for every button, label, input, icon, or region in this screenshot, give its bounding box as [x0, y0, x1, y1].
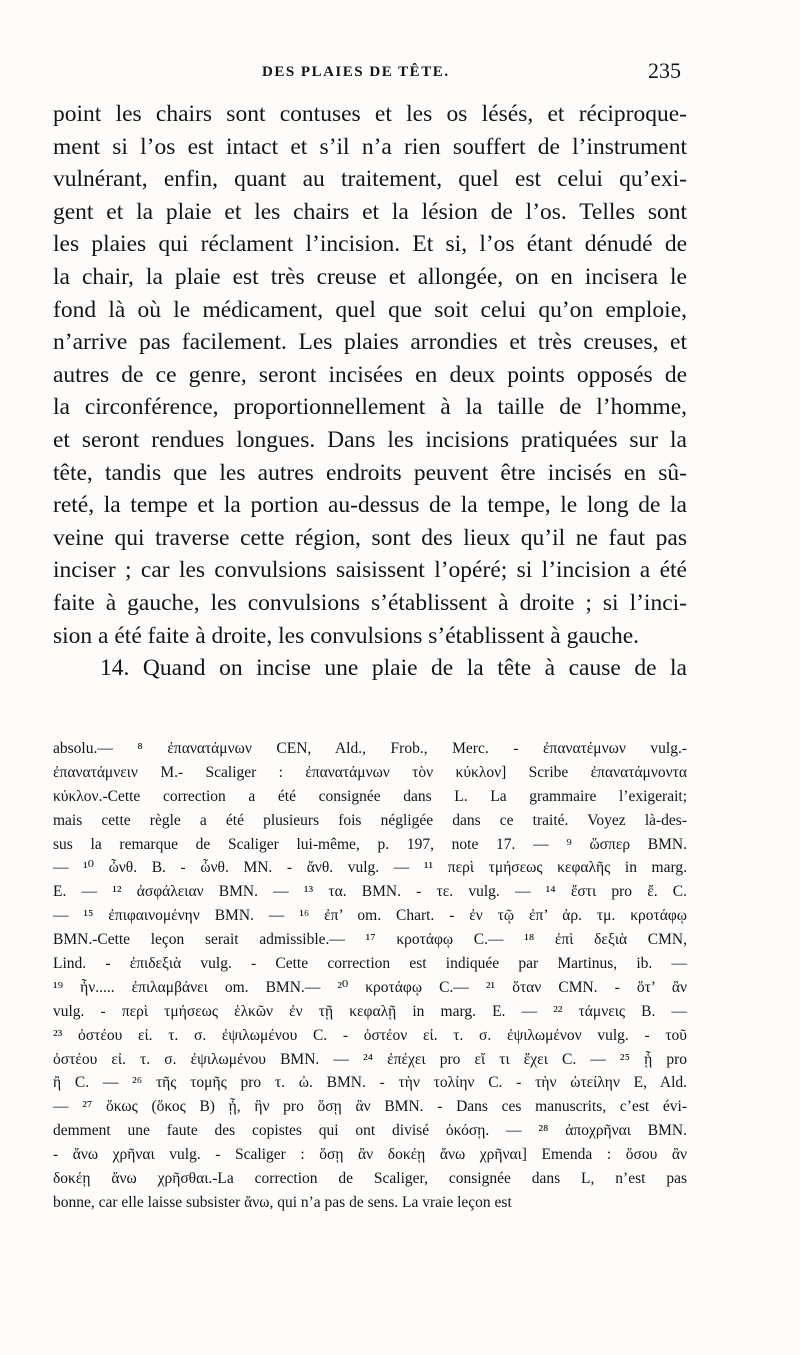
footnote-line: ἐπανατάμνειν M.- Scaliger : ἐπανατάμνων τὸν κύκλον] Scribe ἐπανατάμνοντα [53, 763, 687, 781]
footnote-line: E. — ¹² ἀσφάλειαν BMN. — ¹³ τα. BMN. - τε. vulg. — ¹⁴ ἔστι pro ἔ. C. [53, 883, 687, 901]
footnote-line: bonne, car elle laisse subsister ἄνω, qui n’a pas de sens. La vraie leçon est [53, 1193, 512, 1211]
footnote-line: — ¹⁰ ὦνθ. B. - ὦνθ. MN. - ἄνθ. vulg. — ¹¹ περὶ τμήσεως κεφαλῆς in marg. [53, 859, 687, 877]
footnote-line: κύκλον.-Cette correction a été consignée dans L. La grammaire l’exigerait; [53, 787, 687, 805]
footnote-line: ὀστέου εἰ. τ. σ. ἐψιλωμένου BMN. — ²⁴ ἐπέχει pro εἴ τι ἔχει C. — ²⁵ ᾗ pro [53, 1050, 687, 1068]
footnote-line: demment une faute des copistes qui ont divisé ὁκόσῃ. — ²⁸ ἀποχρῆναι BMN. [53, 1122, 687, 1140]
section-14-opening-line: 14. Quand on incise une plaie de la tête à cause de la [100, 655, 687, 682]
body-line: les plaies qui réclament l’incision. Et si, l’os étant dénudé de [53, 231, 687, 258]
body-line: tête, tandis que les autres endroits peuvent être incisés en sû- [53, 459, 687, 486]
footnote-line: δοκέῃ ἄνω χρῆσθαι.-La correction de Scaliger, consignée dans L, n’est pas [53, 1170, 687, 1188]
body-line: sion a été faite à droite, les convulsions s’établissent à gauche. [53, 622, 640, 649]
footnotes-block [53, 737, 687, 1215]
footnote-line: ἢ C. — ²⁶ τῆς τομῆς pro τ. ὠ. BMN. - τὴν τολίην C. - τὴν ὠτείλην E, Ald. [53, 1074, 687, 1092]
running-title: DES PLAIES DE TÊTE. [262, 64, 450, 80]
footnote-line: — ¹⁵ ἐπιφαινομένην BMN. — ¹⁶ ἐπ’ om. Chart. - ἐν τῷ ἐπ’ ἀρ. τμ. κροτάφῳ [53, 907, 687, 925]
footnote-line: vulg. - περὶ τμήσεως ἑλκῶν ἐν τῇ κεφαλῇ in marg. E. — ²² τάμνεις B. — [53, 1002, 687, 1020]
body-line: la chair, la plaie est très creuse et allongée, on en incisera le [53, 263, 687, 290]
main-text-block [53, 98, 687, 685]
footnote-line: Lind. - ἐπιδεξιὰ vulg. - Cette correction est indiquée par Martinus, ib. — [53, 955, 687, 973]
footnote-line: BMN.-Cette leçon serait admissible.— ¹⁷ κροτάφῳ C.— ¹⁸ ἐπὶ δεξιὰ CMN, [53, 931, 687, 949]
body-line: et seront rendues longues. Dans les incisions pratiquées sur la [53, 426, 687, 453]
body-line: veine qui traverse cette région, sont des lieux qu’il ne faut pas [53, 524, 687, 551]
body-line: inciser ; car les convulsions saisissent l’opéré; si l’incision a été [53, 557, 687, 584]
body-line: autres de ce genre, seront incisées en deux points opposés de [53, 361, 687, 388]
body-line: vulnérant, enfin, quant au traitement, quel est celui qu’exi- [53, 166, 687, 193]
footnote-line: - ἄνω χρῆναι vulg. - Scaliger : ὅσῃ ἂν δοκέῃ ἄνω χρῆναι] Emenda : ὅσου ἂν [53, 1146, 687, 1164]
body-line: gent et la plaie et les chairs et la lésion de l’os. Telles sont [53, 198, 687, 225]
footnote-line: mais cette règle a été plusieurs fois négligée dans ce traité. Voyez là-des- [53, 811, 687, 829]
footnote-line: ¹⁹ ἦν..... ἐπιλαμβάνει om. BMN.— ²⁰ κροτάφῳ C.— ²¹ ὅταν CMN. - ὅτ’ ἂν [53, 978, 687, 996]
page-number: 235 [648, 58, 681, 83]
body-line: reté, la tempe et la portion au-dessus de la tempe, le long de la [53, 492, 687, 519]
body-line: la circonférence, proportionnellement à la taille de l’homme, [53, 394, 687, 421]
body-line: fond là où le médicament, quel que soit celui qu’on emploie, [53, 296, 687, 323]
footnote-line: — ²⁷ ὅκως (ὅκος B) ᾗ, ἣν pro ὅσῃ ἂν BMN. - Dans ces manuscrits, c’est évi- [53, 1098, 687, 1116]
footnote-line: absolu.— ⁸ ἐπανατάμνων CEN, Ald., Frob., Merc. - ἐπανατέμνων vulg.- [53, 740, 687, 757]
body-line: point les chairs sont contuses et les os lésés, et réciproque- [53, 101, 687, 127]
body-line: faite à gauche, les convulsions s’établissent à droite ; si l’inci- [53, 589, 687, 616]
body-line: n’arrive pas facilement. Les plaies arrondies et très creuses, et [53, 329, 687, 356]
body-line: ment si l’os est intact et s’il n’a rien souffert de l’instrument [53, 133, 687, 160]
footnote-line: ²³ ὀστέου εἰ. τ. σ. ἐψιλωμένου C. - ὀστέον εἰ. τ. σ. ἐψιλωμένον vulg. - τοῦ [53, 1026, 687, 1044]
footnote-line: sus la remarque de Scaliger lui-même, p. 197, note 17. — ⁹ ὥσπερ BMN. [53, 835, 687, 853]
